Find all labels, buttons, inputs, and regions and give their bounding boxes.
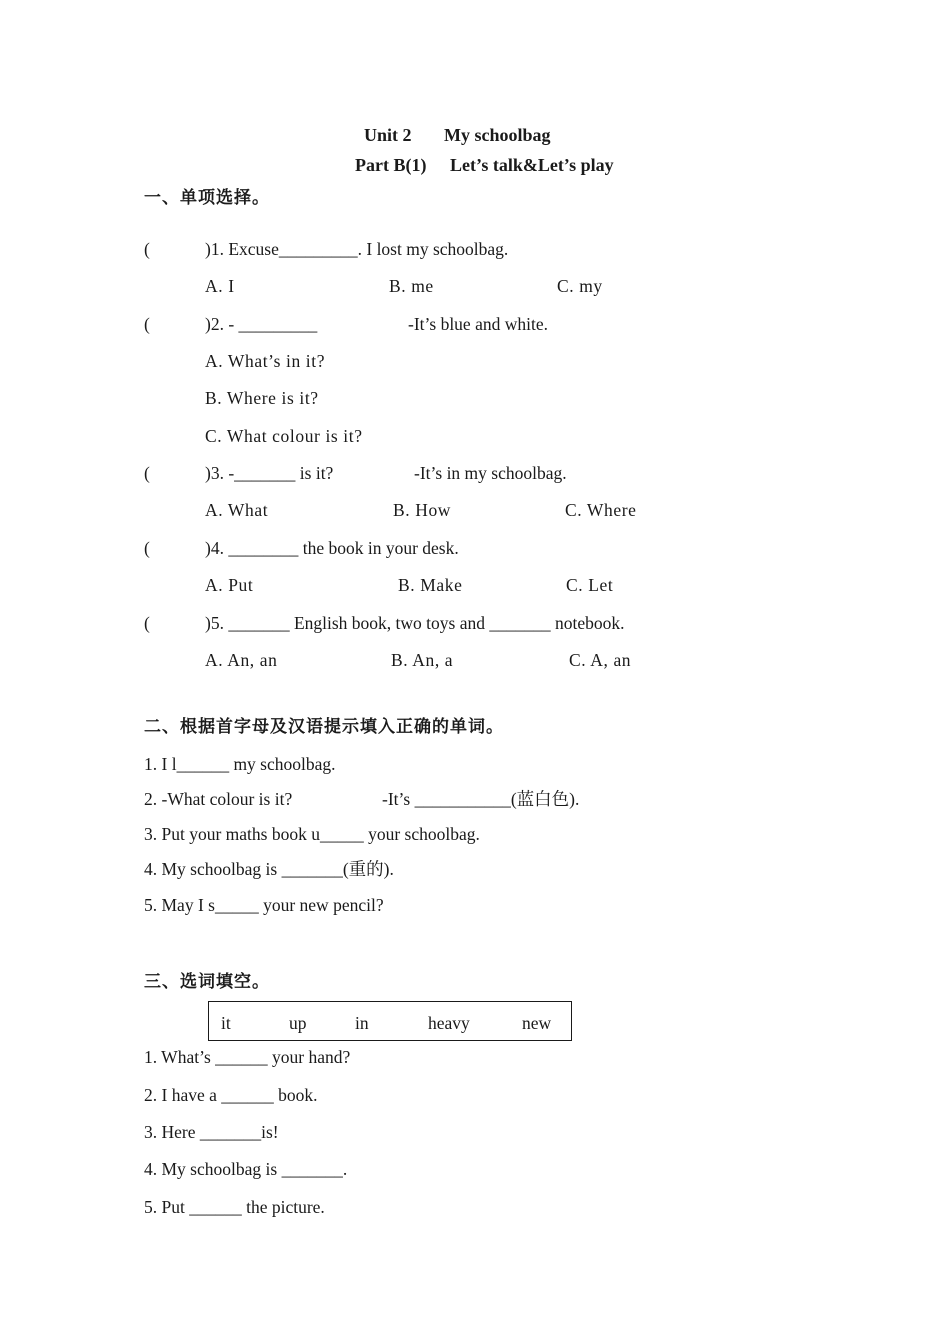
q3-option-b: B. How	[393, 500, 452, 520]
q2-option-a: A. What’s in it?	[205, 351, 326, 371]
q2-option-c: C. What colour is it?	[205, 426, 363, 446]
q1-option-a: A. I	[205, 276, 235, 296]
q2-paren: (	[144, 314, 150, 334]
q5-option-b: B. An, a	[391, 650, 454, 670]
s2-item-3: 3. Put your maths book u_____ your schoolbag.	[144, 824, 480, 844]
s3-item-2: 2. I have a ______ book.	[144, 1085, 318, 1105]
q2-answer: -It’s blue and white.	[408, 314, 548, 334]
q5-option-c: C. A, an	[569, 650, 632, 670]
q3-stem: )3. -_______ is it?	[205, 463, 334, 483]
word-bank-item: up	[289, 1013, 307, 1033]
s3-item-4: 4. My schoolbag is _______.	[144, 1159, 348, 1179]
q5-paren: (	[144, 613, 150, 633]
s3-item-1: 1. What’s ______ your hand?	[144, 1047, 351, 1067]
unit-label: Unit 2	[364, 125, 412, 145]
section3-heading: 三、选词填空。	[144, 972, 270, 992]
q5-stem: )5. _______ English book, two toys and _______ notebook.	[205, 613, 625, 633]
section1-heading: 一、单项选择。	[144, 188, 270, 208]
unit-title: My schoolbag	[444, 125, 551, 145]
s2-item-4: 4. My schoolbag is _______(重的).	[144, 859, 394, 879]
q3-option-c: C. Where	[565, 500, 637, 520]
q3-option-a: A. What	[205, 500, 269, 520]
q4-option-b: B. Make	[398, 575, 463, 595]
s3-item-5: 5. Put ______ the picture.	[144, 1197, 325, 1217]
q1-option-c: C. my	[557, 276, 603, 296]
s2-item-2-answer: -It’s ___________(蓝白色).	[382, 789, 580, 809]
q3-answer: -It’s in my schoolbag.	[414, 463, 567, 483]
word-bank-item: in	[355, 1013, 369, 1033]
q4-paren: (	[144, 538, 150, 558]
part-label: Part B(1)	[355, 155, 427, 175]
q1-stem: )1. Excuse_________. I lost my schoolbag.	[205, 239, 509, 259]
section2-heading: 二、根据首字母及汉语提示填入正确的单词。	[144, 717, 504, 737]
s2-item-1: 1. I l______ my schoolbag.	[144, 754, 336, 774]
q1-option-b: B. me	[389, 276, 434, 296]
q4-option-a: A. Put	[205, 575, 254, 595]
s3-item-3: 3. Here _______is!	[144, 1122, 279, 1142]
word-bank-item: it	[221, 1013, 231, 1033]
word-bank-item: heavy	[428, 1013, 470, 1033]
q1-paren: (	[144, 239, 150, 259]
q4-stem: )4. ________ the book in your desk.	[205, 538, 459, 558]
q5-option-a: A. An, an	[205, 650, 278, 670]
q3-paren: (	[144, 463, 150, 483]
q4-option-c: C. Let	[566, 575, 614, 595]
q2-option-b: B. Where is it?	[205, 388, 319, 408]
part-title: Let’s talk&Let’s play	[450, 155, 614, 175]
s2-item-5: 5. May I s_____ your new pencil?	[144, 895, 384, 915]
word-bank-box	[208, 1001, 572, 1041]
q2-stem: )2. - _________	[205, 314, 318, 334]
word-bank-item: new	[522, 1013, 552, 1033]
s2-item-2: 2. -What colour is it?	[144, 789, 293, 809]
